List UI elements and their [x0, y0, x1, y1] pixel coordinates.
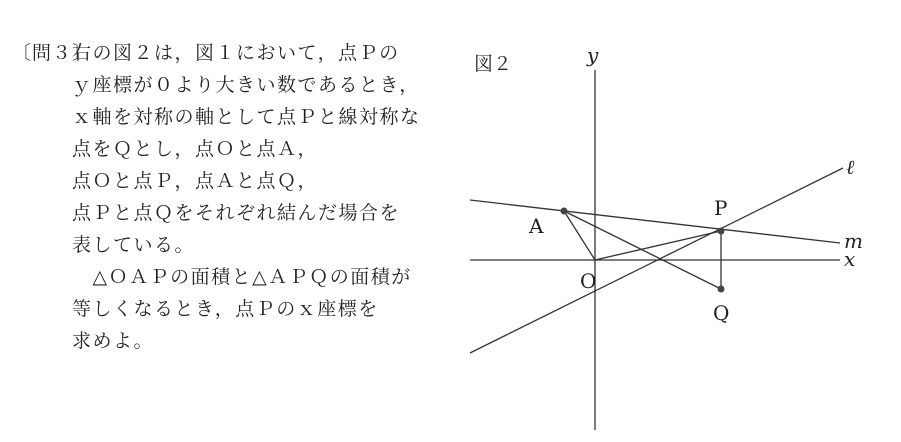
question-label: 〔問３〕 — [12, 42, 93, 64]
figure-2 — [440, 0, 901, 442]
problem-text — [0, 0, 440, 442]
problem-line-7: 表している。 — [72, 234, 196, 256]
problem-line-2: ｙ座標が０より大きい数であるとき， — [72, 74, 420, 96]
point-q — [718, 286, 725, 293]
problem-line-8: △ＯＡＰの面積と△ＡＰＱの面積が — [72, 266, 412, 288]
problem-line-5: 点Ｏと点Ｐ，点Ａと点Ｑ， — [72, 170, 319, 192]
figure-title: 図２ — [474, 53, 513, 75]
problem-line-9: 等しくなるとき，点Ｐのｘ座標を — [72, 298, 379, 320]
problem-line-10: 求めよ。 — [72, 330, 155, 352]
x-axis-label: x — [844, 247, 856, 271]
geometry-diagram — [440, 0, 901, 442]
y-axis-label: y — [587, 43, 599, 67]
problem-line-1: 右の図２は，図１において，点Ｐの — [72, 42, 400, 64]
line-m — [470, 200, 840, 243]
point-a-label: A — [529, 214, 544, 238]
problem-line-3: ｘ軸を対称の軸として点Ｐと線対称な — [72, 106, 421, 128]
origin-label: O — [580, 269, 597, 293]
point-a — [561, 208, 568, 215]
point-p — [718, 228, 725, 235]
line-m-label: m — [844, 229, 863, 253]
problem-line-6: 点Ｐと点Ｑをそれぞれ結んだ場合を — [72, 202, 401, 224]
point-p-label: P — [714, 196, 728, 220]
line-l-label: ℓ — [846, 155, 855, 179]
point-q-label: Q — [713, 301, 730, 325]
problem-line-4: 点をＱとし，点Ｏと点Ａ， — [72, 138, 319, 160]
